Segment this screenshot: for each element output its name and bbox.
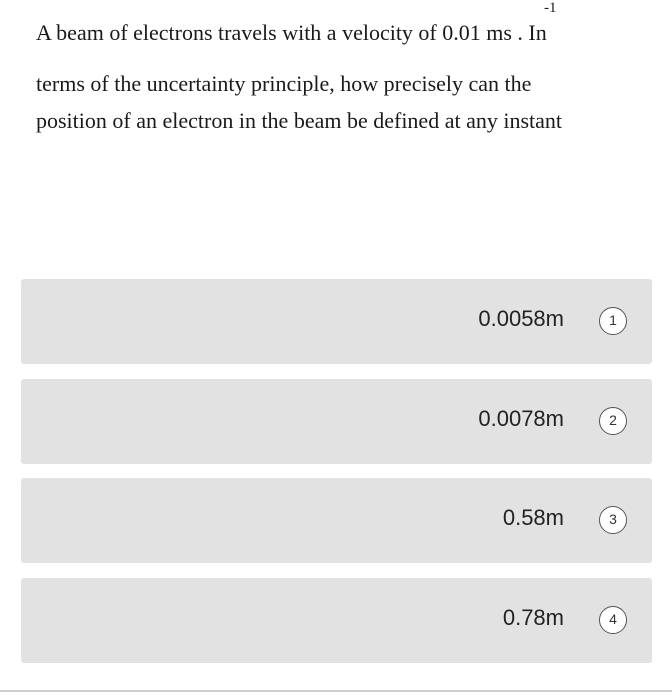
velocity-unit-exponent: -1 <box>544 0 557 16</box>
option-number-badge: 4 <box>599 606 627 634</box>
answer-option-value: 0.0078m <box>478 406 564 431</box>
answer-option-value: 0.0058m <box>478 306 564 331</box>
bottom-divider <box>0 690 672 692</box>
answer-option-2[interactable] <box>21 379 652 464</box>
option-number-badge: 3 <box>599 506 627 534</box>
option-number-badge: 2 <box>599 407 627 435</box>
answer-option-3[interactable] <box>21 478 652 563</box>
answer-option-value: 0.58m <box>502 505 564 530</box>
question-line-3: position of an electron in the beam be defined at any instant <box>36 108 563 133</box>
answer-option-1[interactable] <box>21 279 652 364</box>
option-number-badge: 1 <box>599 307 627 335</box>
question-line-1: A beam of electrons travels with a velocity of 0.01 ms . In <box>36 20 547 45</box>
question-line-2: terms of the uncertainty principle, how precisely can the <box>36 71 532 96</box>
answer-option-value: 0.78m <box>502 605 564 630</box>
answer-option-4[interactable] <box>21 578 652 663</box>
